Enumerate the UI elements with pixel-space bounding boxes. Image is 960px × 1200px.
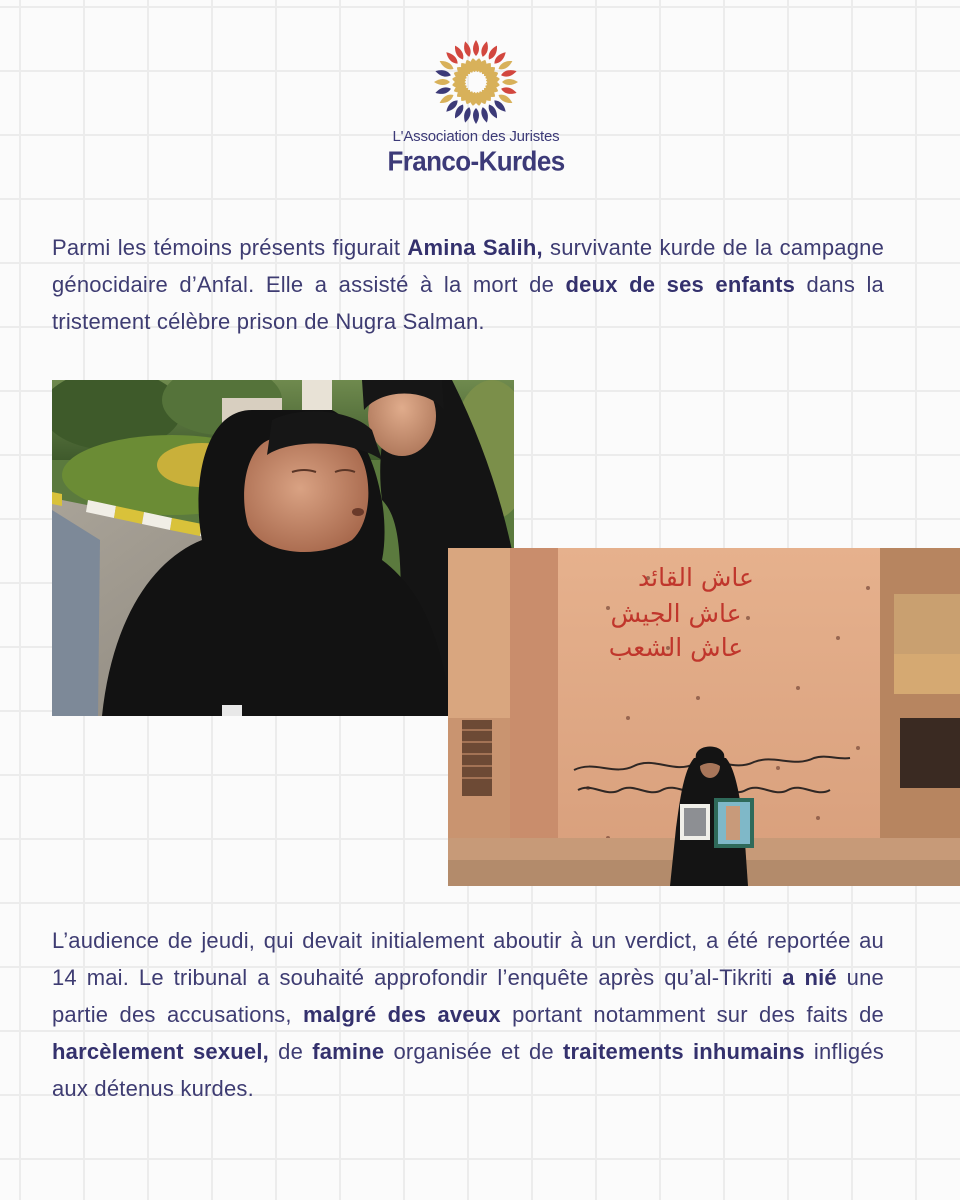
photo-amina-salih [52,380,514,716]
organization-name-line2: Franco-Kurdes [387,144,565,178]
wall-slogan-3: عاش الشعب [608,633,744,662]
body-text: une partie des accusations, [52,965,884,1027]
emphasis-text: traitements inhumains [562,1039,805,1064]
body-text: L’audience de jeudi, qui devait initialement aboutir à un verdict, a été reportée au 14 mai. Le tribunal a souhaité approfondir l’enquête après qu’al-Tikriti [52,928,884,990]
body-text: infligés aux détenus kurdes. [52,1039,884,1101]
paragraph-witness [52,229,884,340]
association-logo-icon [430,36,522,128]
emphasis-text: Amina Salih, [407,235,543,260]
emphasis-text: harcèlement sexuel, [52,1039,269,1064]
body-text: de [268,1039,313,1064]
body-text: Parmi les témoins présents figurait [52,235,408,260]
emphasis-text: deux de ses enfants [565,272,796,297]
wall-slogan-2: عاش الجيش [610,599,742,628]
body-text: survivante kurde de la campagne génocidaire d’Anfal. Elle a assisté à la mort de [52,235,885,297]
body-text: organisée et de [384,1039,563,1064]
emphasis-text: malgré des aveux [302,1002,501,1027]
organization-name-line1: L'Association des Juristes [392,128,560,145]
emphasis-text: famine [312,1039,385,1064]
paragraph-hearing [52,922,884,1107]
photo-nugra-salman-wall [448,548,960,886]
emphasis-text: a nié [782,965,837,990]
body-text: dans la tristement célèbre prison de Nugra Salman. [52,272,884,334]
body-text: portant notamment sur des faits de [500,1002,884,1027]
wall-slogan-1: عاش القائد [638,563,754,592]
